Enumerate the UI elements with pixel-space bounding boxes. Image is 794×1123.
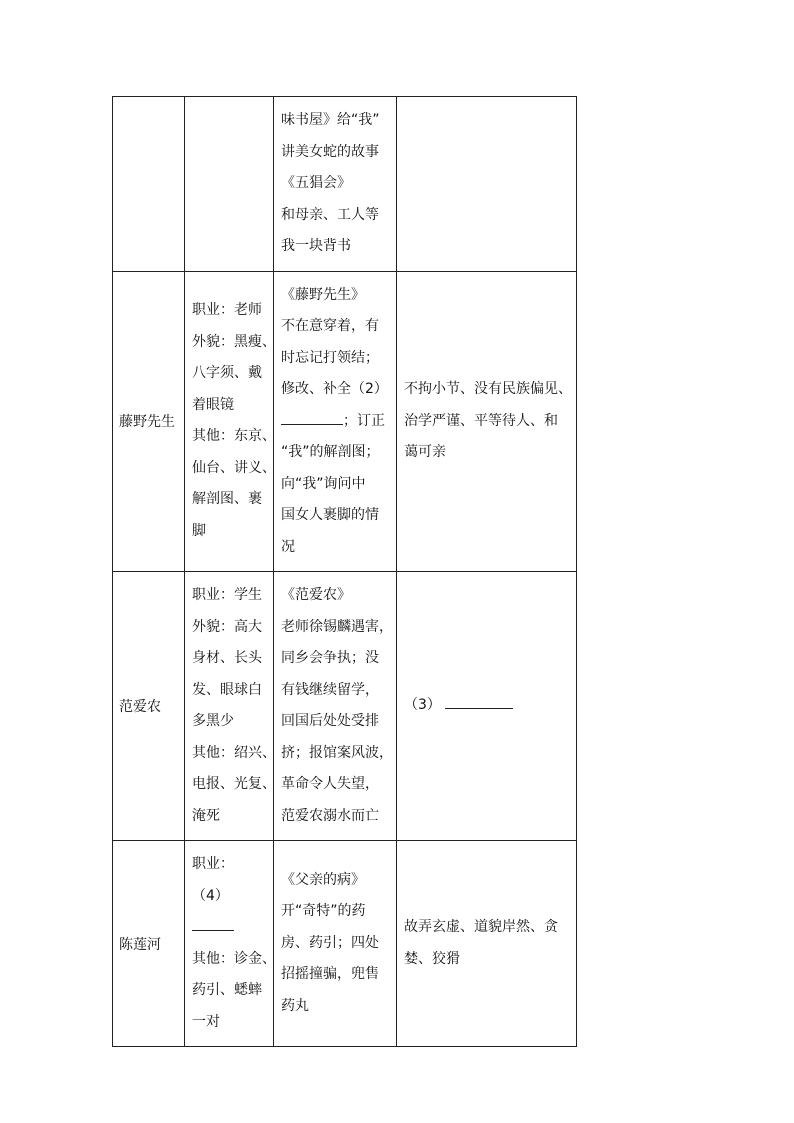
event-line: 讲美女蛇的故事: [281, 143, 379, 160]
trait-line: 八字须、戴: [192, 365, 262, 382]
character-line: 故弄玄虚、道貌岸然、贪: [404, 919, 558, 935]
traits-cell: [185, 97, 274, 272]
character-line: 不拘小节、没有民族偏见、: [404, 381, 572, 397]
character-line: 婪、狡猾: [404, 950, 460, 967]
trait-line: 职业：学生: [192, 587, 262, 603]
character-cell: [397, 97, 577, 272]
event-line: 况: [281, 538, 295, 555]
trait-line: （4）: [192, 887, 229, 904]
character-cell: [397, 271, 577, 572]
table-row: [113, 97, 577, 272]
traits-cell: [185, 841, 274, 1047]
event-line: 挤；报馆案风波，: [281, 744, 393, 761]
table-row: [113, 271, 577, 572]
name-cell: 藤野先生: [113, 271, 185, 572]
trait-line: 其他：东京、: [192, 428, 276, 445]
event-line: 我一块背书: [281, 238, 351, 254]
blank-label-3: （3）: [404, 697, 441, 714]
character-line: 蔼可亲: [404, 444, 446, 460]
event-line: 和母亲、工人等: [281, 206, 379, 223]
character-line-with-blank: [404, 690, 576, 722]
trait-line: 药引、蟋蟀: [192, 982, 262, 998]
name-cell: [113, 97, 185, 272]
event-line: 革命令人失望，: [281, 776, 379, 792]
trait-line: 着眼镜: [192, 396, 234, 413]
blank-suffix: ；订正: [343, 412, 385, 429]
event-line: 药丸: [281, 997, 309, 1014]
event-line: 房、药引；四处: [281, 934, 379, 951]
event-line: 《父亲的病》: [281, 871, 365, 888]
table-row: [113, 841, 577, 1047]
event-line: 开“奇特”的药: [281, 903, 366, 920]
event-line: 不在意穿着，有: [281, 318, 379, 334]
trait-line-with-blank: [192, 912, 273, 944]
traits-cell: [185, 572, 274, 841]
trait-line: 职业：: [192, 856, 234, 872]
character-cell: [397, 572, 577, 841]
event-line: 修改、补全（2）: [281, 381, 388, 397]
event-line: 国女人裹脚的情: [281, 507, 379, 523]
event-line: 招摇撞骗，兜售: [281, 966, 379, 983]
event-line: 时忘记打领结；: [281, 349, 379, 366]
info-table: [112, 96, 577, 1047]
answer-blank-2[interactable]: [281, 408, 343, 425]
event-line: 《五猖会》: [281, 175, 351, 191]
trait-line: 脚: [192, 522, 206, 539]
event-line: 《范爱农》: [281, 587, 351, 603]
table-row: [113, 572, 577, 841]
event-line: 向“我”询问中: [281, 475, 366, 492]
trait-line: 仙台、讲义、: [192, 459, 276, 476]
trait-line: 外貌：黑瘦、: [192, 333, 276, 350]
events-cell: [274, 97, 397, 272]
trait-line: 身材、长头: [192, 650, 262, 666]
trait-line: 一对: [192, 1013, 220, 1030]
event-line: 回国后处处受排: [281, 713, 379, 729]
answer-blank-3[interactable]: [445, 692, 513, 709]
event-line: 味书屋》给“我”: [281, 112, 380, 128]
event-line: 有钱继续留学，: [281, 681, 379, 698]
events-cell: [274, 572, 397, 841]
answer-blank-4[interactable]: [192, 914, 234, 931]
trait-line: 多黑少: [192, 713, 234, 729]
trait-line: 发、眼球白: [192, 681, 262, 698]
character-line: 治学严谨、平等待人、和: [404, 412, 558, 429]
events-cell: [274, 841, 397, 1047]
event-line: “我”的解剖图；: [281, 444, 380, 460]
event-line: 《藤野先生》: [281, 286, 365, 303]
trait-line: 外貌：高大: [192, 618, 262, 635]
event-line: 老师徐锡麟遇害，: [281, 618, 393, 635]
name-cell: 范爱农: [113, 572, 185, 841]
trait-line: 其他：诊金、: [192, 950, 276, 967]
name-cell: 陈莲河: [113, 841, 185, 1047]
character-cell: [397, 841, 577, 1047]
trait-line: 职业：老师: [192, 302, 262, 319]
trait-line: 淹死: [192, 807, 220, 824]
event-line: 范爱农溺水而亡: [281, 807, 379, 824]
trait-line: 解剖图、裹: [192, 491, 262, 508]
trait-line: 电报、光复、: [192, 776, 276, 792]
event-line-with-blank: [281, 406, 396, 438]
event-line: 同乡会争执；没: [281, 650, 379, 666]
events-cell: [274, 271, 397, 572]
traits-cell: [185, 271, 274, 572]
trait-line: 其他：绍兴、: [192, 744, 276, 761]
